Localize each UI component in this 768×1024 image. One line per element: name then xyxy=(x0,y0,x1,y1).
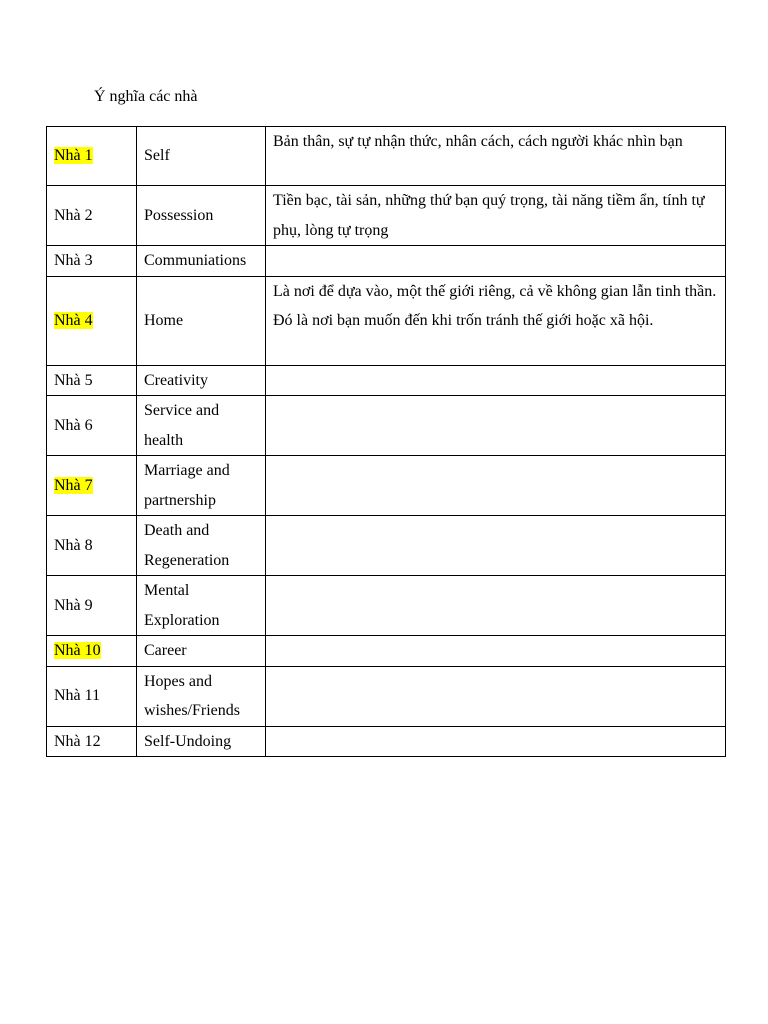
house-name-cell: Mental Exploration xyxy=(137,576,266,636)
house-label: Nhà 4 xyxy=(54,311,93,329)
house-label: Nhà 11 xyxy=(54,687,101,705)
house-name-cell: Death and Regeneration xyxy=(137,516,266,576)
table-row xyxy=(47,456,726,516)
table-row xyxy=(47,186,726,246)
table-row xyxy=(47,636,726,667)
table-row xyxy=(47,246,726,277)
house-meaning-cell: Tiền bạc, tài sản, những thứ bạn quý trọng, tài năng tiềm ẩn, tính tự phụ, lòng tự trọng xyxy=(266,186,726,246)
house-name-cell: Self-Undoing xyxy=(137,726,266,757)
house-cell xyxy=(47,186,137,246)
house-label: Nhà 9 xyxy=(54,596,93,614)
house-cell xyxy=(47,726,137,757)
house-meaning-cell xyxy=(266,726,726,757)
house-label: Nhà 10 xyxy=(54,642,101,659)
house-name-cell: Marriage and partnership xyxy=(137,456,266,516)
house-name-cell: Communiations xyxy=(137,246,266,277)
house-meaning-cell: Bản thân, sự tự nhận thức, nhân cách, cách người khác nhìn bạn xyxy=(266,127,726,186)
house-name-cell: Creativity xyxy=(137,365,266,396)
house-cell xyxy=(47,636,137,667)
house-name-cell: Career xyxy=(137,636,266,667)
house-cell xyxy=(47,396,137,456)
houses-table xyxy=(46,126,726,757)
table-row xyxy=(47,365,726,396)
house-cell xyxy=(47,666,137,726)
house-cell xyxy=(47,276,137,365)
house-label: Nhà 5 xyxy=(54,371,93,389)
house-label: Nhà 6 xyxy=(54,416,93,434)
table-row xyxy=(47,576,726,636)
house-cell xyxy=(47,516,137,576)
house-label: Nhà 8 xyxy=(54,536,93,554)
house-label: Nhà 7 xyxy=(54,476,93,494)
house-cell xyxy=(47,456,137,516)
house-label: Nhà 1 xyxy=(54,147,93,165)
table-row xyxy=(47,276,726,365)
house-cell xyxy=(47,127,137,186)
table-row xyxy=(47,396,726,456)
table-row xyxy=(47,666,726,726)
table-row xyxy=(47,516,726,576)
house-name-cell: Possession xyxy=(137,186,266,246)
house-meaning-cell: Là nơi để dựa vào, một thế giới riêng, cả về không gian lẫn tinh thần. Đó là nơi bạn muốn đến khi trốn tránh thế giới hoặc xã hội. xyxy=(266,276,726,365)
table-row xyxy=(47,127,726,186)
house-cell xyxy=(47,246,137,277)
house-name-cell: Home xyxy=(137,276,266,365)
house-cell xyxy=(47,576,137,636)
house-meaning-cell xyxy=(266,636,726,667)
house-meaning-cell xyxy=(266,246,726,277)
house-label: Nhà 12 xyxy=(54,732,101,750)
page-heading: Ý nghĩa các nhà xyxy=(94,88,198,105)
house-name-cell: Hopes and wishes/Friends xyxy=(137,666,266,726)
house-label: Nhà 3 xyxy=(54,252,93,269)
table-row xyxy=(47,726,726,757)
house-name-cell: Self xyxy=(137,127,266,186)
house-meaning-cell xyxy=(266,365,726,396)
house-meaning-cell xyxy=(266,576,726,636)
house-meaning-cell xyxy=(266,516,726,576)
house-meaning-cell xyxy=(266,666,726,726)
house-meaning-cell xyxy=(266,456,726,516)
house-meaning-cell xyxy=(266,396,726,456)
house-cell xyxy=(47,365,137,396)
house-name-cell: Service and health xyxy=(137,396,266,456)
house-label: Nhà 2 xyxy=(54,206,93,224)
